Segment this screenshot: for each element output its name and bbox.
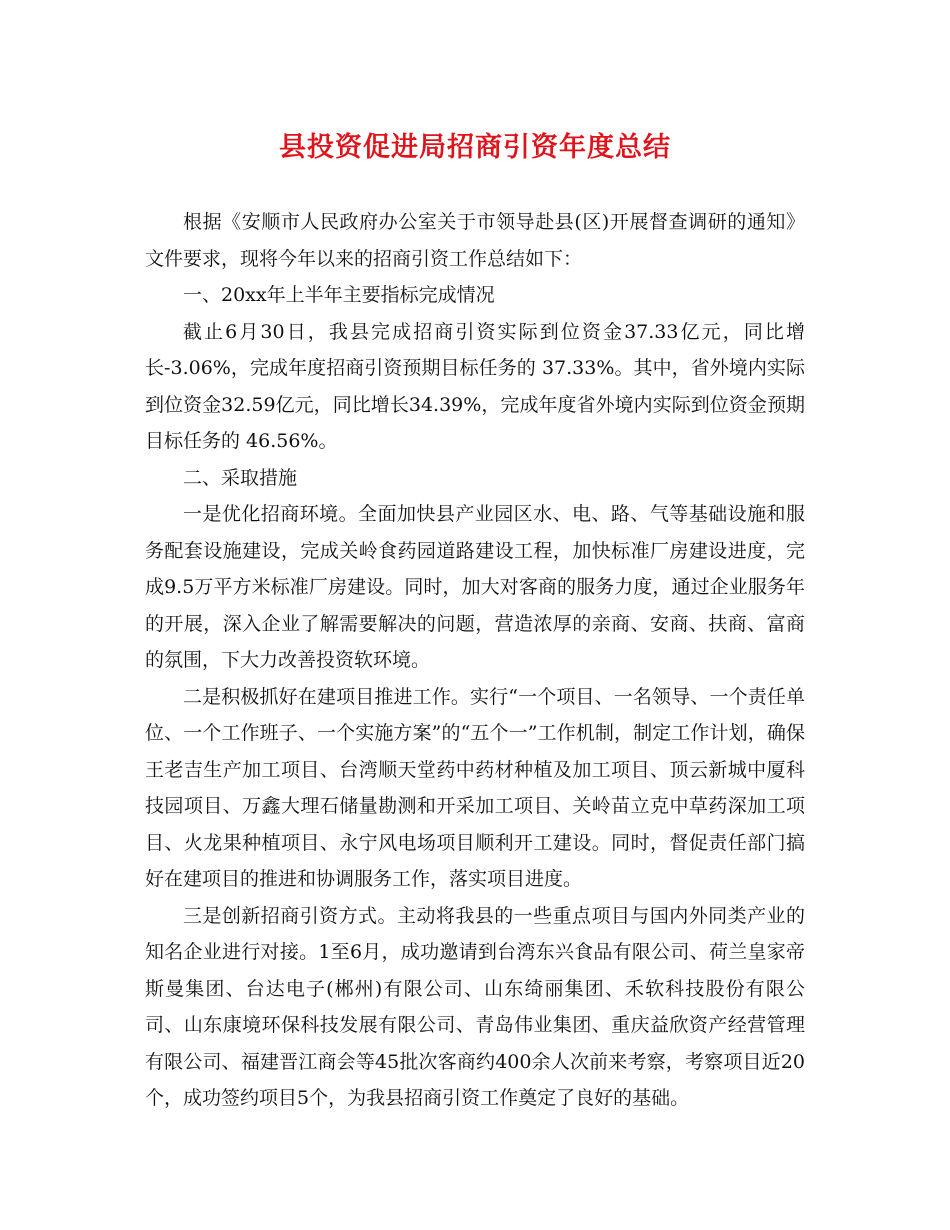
section-heading-2: 二、采取措施: [183, 466, 298, 489]
paragraph-indicators: 截止6月30日，我县完成招商引资实际到位资金37.33亿元，同比增长-3.06%，完成年度招商引资预期目标任务的 37.33%。其中，省外境内实际到位资金32.59亿元，同比增长34.39%，完成年度省外境内实际到位资金预期目标任务的 46.56%。: [145, 320, 805, 452]
paragraph-measure-2: 二是积极抓好在建项目推进工作。实行“一个项目、一名领导、一个责任单位、一个工作班子、一个实施方案”的“五个一”工作机制，制定工作计划，确保王老吉生产加工项目、台湾顺天堂药中药材种植及加工项目、顶云新城中厦科技园项目、万鑫大理石储量勘测和开采加工项目、关岭苗立克中草药深加工项目、火龙果种植项目、永宁风电场项目顺利开工建设。同时，督促责任部门搞好在建项目的推进和协调服务工作，落实项目进度。: [145, 685, 805, 890]
document-body: [145, 204, 805, 1117]
paragraph-measure-1: 一是优化招商环境。全面加快县产业园区水、电、路、气等基础设施和服务配套设施建设，完成关岭食药园道路建设工程，加快标准厂房建设进度，完成9.5万平方米标准厂房建设。同时，加大对客商的服务力度，通过企业服务年的开展，深入企业了解需要解决的问题，营造浓厚的亲商、安商、扶商、富商的氛围，下大力改善投资软环境。: [145, 503, 805, 671]
paragraph-intro: 根据《安顺市人民政府办公室关于市领导赴县(区)开展督查调研的通知》文件要求，现将今年以来的招商引资工作总结如下：: [145, 211, 805, 270]
document-title: 县投资促进局招商引资年度总结: [279, 132, 671, 163]
section-heading-1: 一、20xx年上半年主要指标完成情况: [183, 284, 495, 306]
paragraph-measure-3: 三是创新招商引资方式。主动将我县的一些重点项目与国内外同类产业的知名企业进行对接。1至6月，成功邀请到台湾东兴食品有限公司、荷兰皇家帝斯曼集团、台达电子(郴州)有限公司、山东绮丽集团、禾软科技股份有限公司、山东康境环保科技发展有限公司、青岛伟业集团、重庆益欣资产经营管理有限公司、福建晋江商会等45批次客商约400余人次前来考察，考察项目近20个，成功签约项目5个，为我县招商引资工作奠定了良好的基础。: [145, 904, 805, 1109]
